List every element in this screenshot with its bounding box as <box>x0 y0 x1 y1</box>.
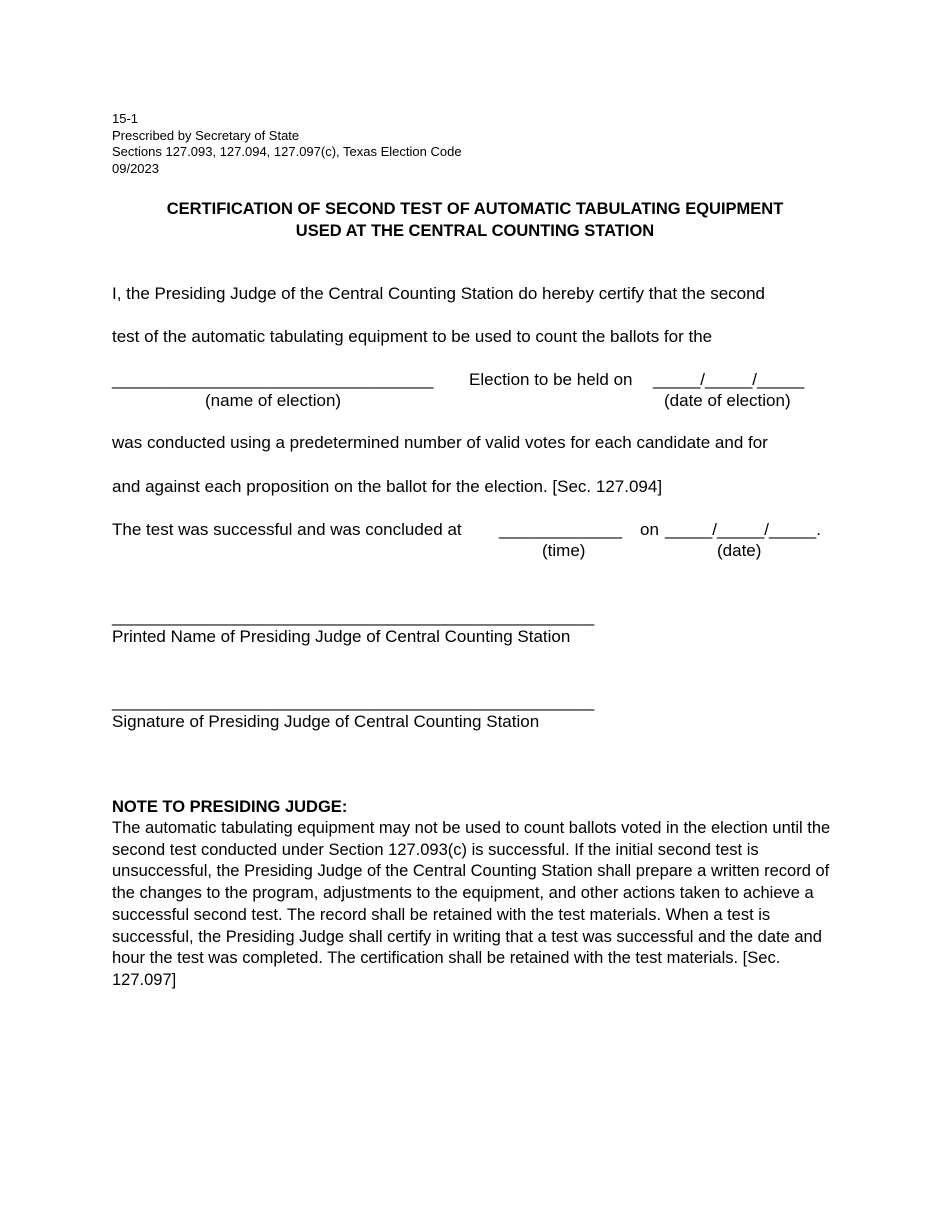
certify-line-1: I, the Presiding Judge of the Central Counting Station do hereby certify that the second <box>112 284 766 303</box>
note-text: The automatic tabulating equipment may not be used to count ballots voted in the election until the second test conducted under Section 127.093(c) is successful. If the initial second test is unsuccessful, the Presiding Judge of the Central Counting Station shall prepare a written record of the changes to the program, adjustments to the equipment, and other actions taken to achieve a successful second test. The record shall be retained with the test materials. When a test is successful, the Presiding Judge shall certify in writing that a test was successful and the date and hour the test was completed. The certification shall be retained with the test materials. [Sec. 127.097] <box>112 819 831 989</box>
certify-line-2: test of the automatic tabulating equipment to be used to count the ballots for the <box>112 327 713 346</box>
signature-line[interactable]: ___________________________________________________ <box>112 692 595 711</box>
election-date-blank[interactable]: _____/_____/_____ <box>653 370 805 389</box>
form-number: 15-1 <box>112 111 139 126</box>
conducted-line: was conducted using a predetermined number of valid votes for each candidate and for <box>112 433 768 452</box>
time-blank[interactable]: _____________ <box>499 520 622 539</box>
code-sections: Sections 127.093, 127.094, 127.097(c), Texas Election Code <box>112 144 462 159</box>
caption-time: (time) <box>542 541 586 560</box>
caption-date-of-election: (date of election) <box>664 391 791 410</box>
caption-date: (date) <box>717 541 762 560</box>
revision-date: 09/2023 <box>112 160 159 176</box>
signature-label: Signature of Presiding Judge of Central Counting Station <box>112 712 540 731</box>
title-line-2: USED AT THE CENTRAL COUNTING STATION <box>295 222 655 240</box>
proposition-line: and against each proposition on the ballot for the election. [Sec. 127.094] <box>112 477 663 496</box>
test-successful-text: The test was successful and was concluded at <box>112 520 462 539</box>
note-heading: NOTE TO PRESIDING JUDGE: <box>112 798 348 816</box>
election-text: Election to be held on <box>469 370 633 389</box>
page-title <box>112 198 838 242</box>
caption-name-of-election: (name of election) <box>205 391 342 410</box>
on-text: on <box>640 520 659 539</box>
test-date-blank[interactable]: _____/_____/_____. <box>665 520 821 539</box>
prescribed-by: Prescribed by Secretary of State <box>112 127 300 143</box>
printed-name-label: Printed Name of Presiding Judge of Central Counting Station <box>112 627 571 646</box>
printed-name-line[interactable]: ___________________________________________________ <box>112 607 595 626</box>
election-name-blank[interactable]: __________________________________ <box>112 370 434 389</box>
title-line-1: CERTIFICATION OF SECOND TEST OF AUTOMATIC TABULATING EQUIPMENT <box>166 200 784 218</box>
